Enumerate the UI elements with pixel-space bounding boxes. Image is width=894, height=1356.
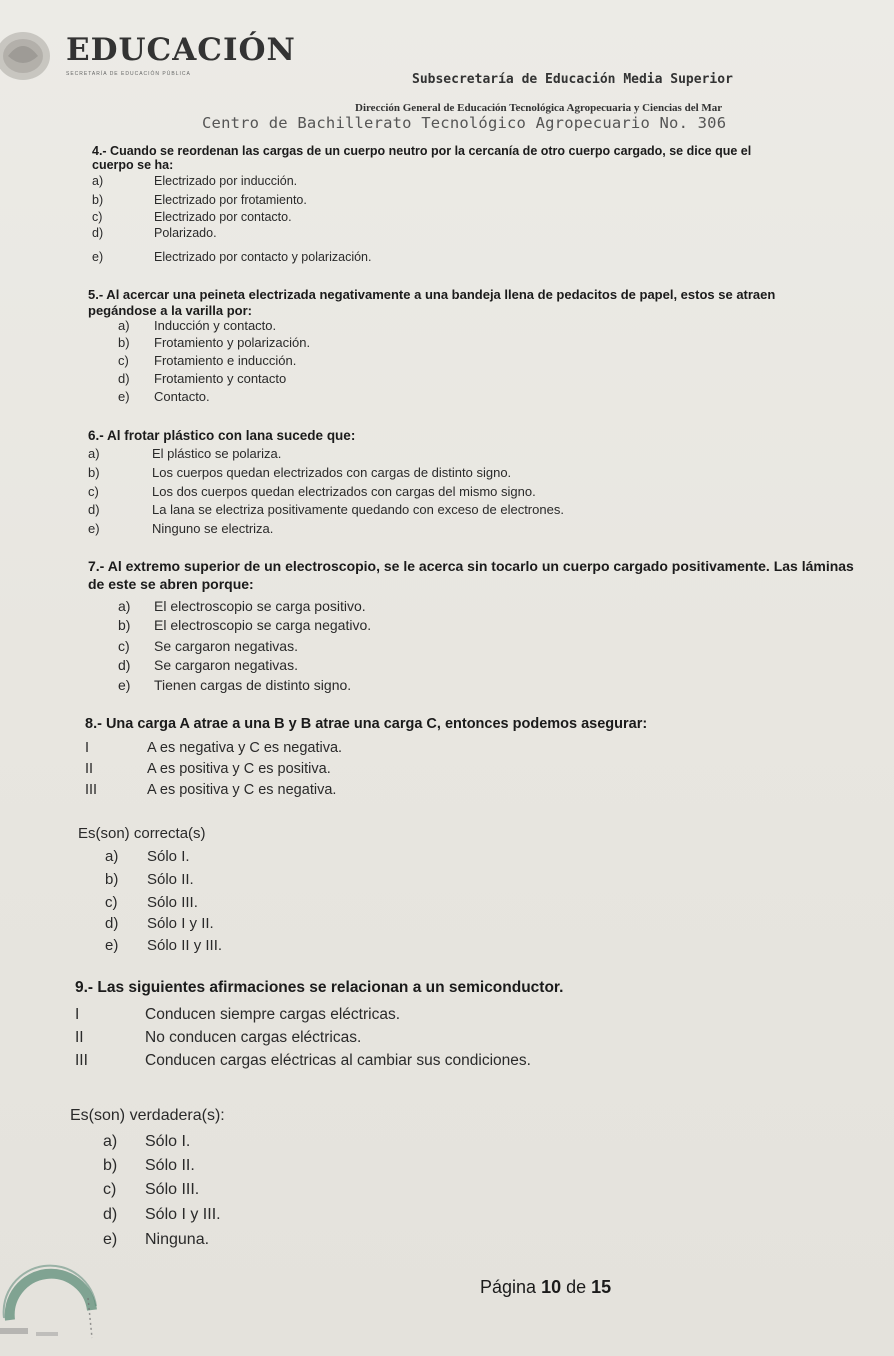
question-6-text: 6.- Al frotar plástico con lana sucede que: xyxy=(88,428,356,443)
question-9-prompt: Es(son) verdadera(s): xyxy=(70,1107,225,1124)
question-7-option-b: b) El electroscopio se carga negativo. xyxy=(118,617,372,633)
subsecretaria-heading: Subsecretaría de Educación Media Superior xyxy=(412,72,733,87)
question-7-option-c: c) Se cargaron negativas. xyxy=(118,638,298,654)
school-logo-icon xyxy=(0,1258,106,1356)
question-8-option-a: a) Sólo I. xyxy=(105,848,190,865)
question-9-option-b: b) Sólo II. xyxy=(103,1157,195,1174)
question-8-statement-2: II A es positiva y C es positiva. xyxy=(85,761,331,777)
question-6-option-e: e) Ninguno se electriza. xyxy=(88,521,274,536)
question-5-option-b: b) Frotamiento y polarización. xyxy=(118,335,311,350)
question-8-text: 8.- Una carga A atrae a una B y B atrae una carga C, entonces podemos asegurar: xyxy=(85,716,648,732)
question-4-option-c: c) Electrizado por contacto. xyxy=(92,210,292,224)
question-7-option-d: d) Se cargaron negativas. xyxy=(118,657,298,673)
question-7-option-a: a) El electroscopio se carga positivo. xyxy=(118,598,366,614)
direccion-heading: Dirección General de Educación Tecnológica Agropecuaria y Ciencias del Mar xyxy=(355,102,723,114)
government-seal-icon xyxy=(0,30,52,82)
question-4-option-b: b) Electrizado por frotamiento. xyxy=(92,193,307,207)
question-5-text: 5.- Al acercar una peineta electrizada negativamente a una bandeja llena de pedacitos de papel, estos se atraen pegándose a la varilla por: xyxy=(88,287,776,318)
logo-subtitle: SECRETARÍA DE EDUCACIÓN PÚBLICA xyxy=(66,71,191,77)
question-8-option-b: b) Sólo II. xyxy=(105,871,194,888)
question-5-option-d: d) Frotamiento y contacto xyxy=(118,371,287,386)
question-8-prompt: Es(son) correcta(s) xyxy=(78,825,206,842)
question-5-option-e: e) Contacto. xyxy=(118,389,210,404)
question-4-option-a: a) Electrizado por inducción. xyxy=(92,174,298,188)
question-8-option-e: e) Sólo II y III. xyxy=(105,937,223,954)
question-9-statement-3: III Conducen cargas eléctricas al cambiar sus condiciones. xyxy=(75,1052,531,1069)
question-8-option-d: d) Sólo I y II. xyxy=(105,915,214,932)
centro-heading: Centro de Bachillerato Tecnológico Agropecuario No. 306 xyxy=(202,114,727,132)
question-9-text: 9.- Las siguientes afirmaciones se relacionan a un semiconductor. xyxy=(75,979,564,996)
question-8-statement-1: I A es negativa y C es negativa. xyxy=(85,740,343,756)
page-number-footer: Página 10 de 15 xyxy=(480,1277,612,1297)
question-7-text: 7.- Al extremo superior de un electroscopio, se le acerca sin tocarlo un cuerpo cargado positivamente. Las láminas de este se abren porque: xyxy=(88,558,854,592)
question-6-option-d: d) La lana se electriza positivamente quedando con exceso de electrones. xyxy=(88,502,564,517)
question-6-option-b: b) Los cuerpos quedan electrizados con cargas de distinto signo. xyxy=(88,465,512,480)
question-9-option-a: a) Sólo I. xyxy=(103,1133,191,1150)
question-6-option-c: c) Los dos cuerpos quedan electrizados con cargas del mismo signo. xyxy=(88,484,536,499)
question-5-option-a: a) Inducción y contacto. xyxy=(118,318,277,333)
question-9-option-d: d) Sólo I y III. xyxy=(103,1206,221,1223)
question-6-option-a: a) El plástico se polariza. xyxy=(88,446,282,461)
question-7-option-e: e) Tienen cargas de distinto signo. xyxy=(118,677,352,693)
question-4-text: 4.- Cuando se reordenan las cargas de un cuerpo neutro por la cercanía de otro cuerpo cargado, se dice que el cuerpo se ha: xyxy=(92,144,752,172)
question-9-statement-2: II No conducen cargas eléctricas. xyxy=(75,1029,362,1046)
logo-title: EDUCACIÓN xyxy=(66,32,296,68)
question-9-option-e: e) Ninguna. xyxy=(103,1231,210,1248)
question-8-statement-3: III A es positiva y C es negativa. xyxy=(85,782,337,798)
question-4-option-e: e) Electrizado por contacto y polarización. xyxy=(92,250,372,264)
question-5-option-c: c) Frotamiento e inducción. xyxy=(118,353,297,368)
question-9-statement-1: I Conducen siempre cargas eléctricas. xyxy=(75,1006,401,1023)
question-8-option-c: c) Sólo III. xyxy=(105,894,198,911)
question-9-option-c: c) Sólo III. xyxy=(103,1181,200,1198)
question-4-option-d: d) Polarizado. xyxy=(92,226,217,240)
